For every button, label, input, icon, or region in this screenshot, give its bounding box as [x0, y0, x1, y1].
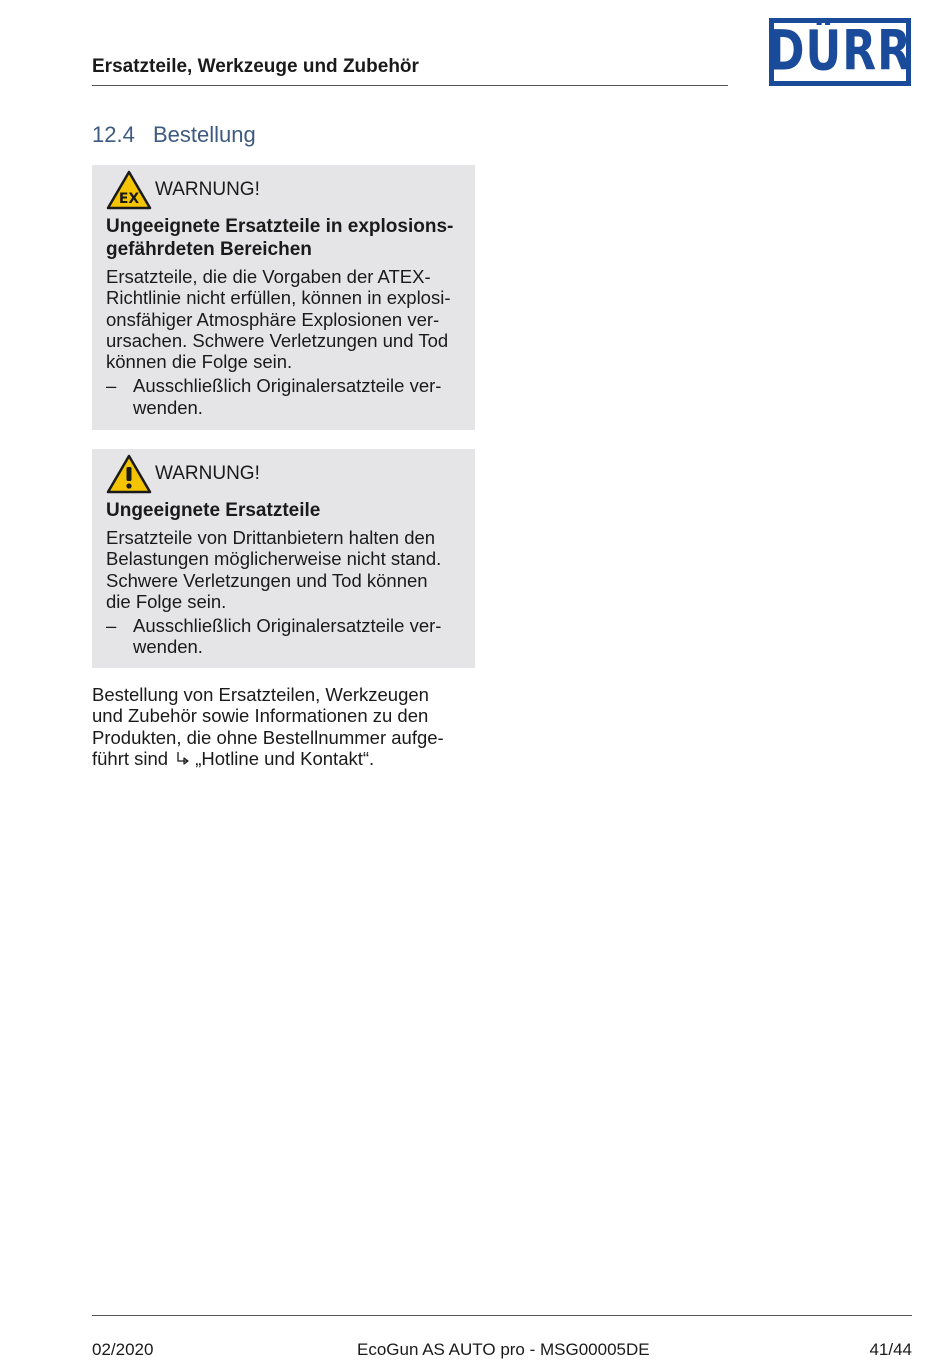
warning-signal-word: WARNUNG! [155, 463, 260, 484]
section-heading [92, 122, 256, 148]
paragraph-last-line: führt sind [92, 747, 169, 769]
action-dash: – [106, 375, 117, 397]
cross-reference-arrow-icon [175, 751, 191, 767]
footer-document-id: EcoGun AS AUTO pro - MSG00005DE [357, 1340, 650, 1359]
warning-action: – Ausschließlich Originalersatzteile ver- wenden. [106, 615, 442, 658]
section-title: Bestellung [153, 122, 256, 147]
footer-rule [92, 1315, 912, 1316]
ordering-paragraph: Bestellung von Ersatzteilen, Werkzeugen und Zubehör sowie Informationen zu den Produkten, die ohne Bestellnummer aufge- führt sind „Hotline und Kontakt“. [92, 684, 444, 769]
footer-date: 02/2020 [92, 1340, 154, 1359]
general-warning-icon [106, 454, 152, 494]
explosion-warning-icon [106, 170, 152, 210]
warning-signal-word: WARNUNG! [155, 179, 260, 200]
footer-page-number: 41/44 [869, 1340, 912, 1359]
duerr-logo [769, 18, 911, 86]
warning-text: Ersatzteile, die die Vorgaben der ATEX- Richtlinie nicht erfüllen, können in explosi- onsfähiger Atmosphäre Explosionen ver- ursachen. Schwere Verletzungen und Tod können die Folge sein. [106, 266, 451, 373]
warning-box-explosion [92, 165, 475, 430]
action-dash: – [106, 615, 117, 637]
ex-label: EX [118, 191, 140, 207]
logo-text: DÜRR [768, 19, 913, 84]
page-header-title: Ersatzteile, Werkzeuge und Zubehör [92, 56, 419, 77]
hotline-contact-link[interactable]: „Hotline und Kontakt“. [195, 747, 375, 769]
warning-title: Ungeeignete Ersatzteile [106, 500, 321, 521]
warning-title: Ungeeignete Ersatzteile in explosions- gefährdeten Bereichen [106, 216, 454, 260]
warning-action: – Ausschließlich Originalersatzteile ver- wenden. [106, 375, 442, 418]
section-number: 12.4 [92, 122, 135, 147]
header-rule [92, 85, 728, 86]
warning-box-spare-parts [92, 449, 475, 668]
warning-text: Ersatzteile von Drittanbietern halten den Belastungen möglicherweise nicht stand. Schwere Verletzungen und Tod können die Folge sein. [106, 527, 442, 612]
